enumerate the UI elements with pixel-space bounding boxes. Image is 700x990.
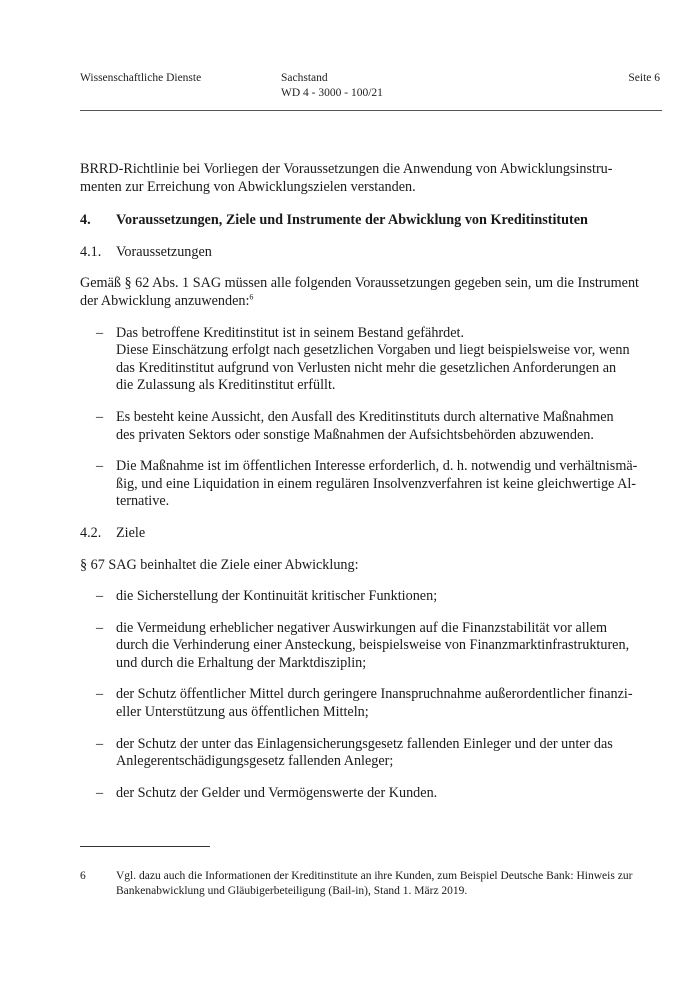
text-line: – der Schutz der Gelder und Vermögenswerte der Kunden. [116,784,438,801]
goals-list [80,588,662,802]
text-line: – die Sicherstellung der Kontinuität kritischer Funktionen; [116,588,438,605]
section-title: Voraussetzungen, Ziele und Instrumente der Abwicklung von Kreditinstituten [116,212,588,229]
section-4-heading [80,212,662,230]
text-line: Vgl. dazu auch die Informationen der Kreditinstitute an ihre Kunden, zum Beispiel Deutsche Bank: Hinweis zur [116,870,633,882]
text-line: durch die Verhinderung einer Ansteckung, beispielsweise von Finanzmarktinfrastrukturen, [116,637,630,654]
header-doc-type: Sachstand [281,72,328,84]
text-line: die Zulassung als Kreditinstitut erfüllt. [116,377,336,394]
subsection-number: 4.1. [80,243,102,260]
footnote-number: 6 [80,870,86,882]
text-line: und durch die Erhaltung der Marktdisziplin; [116,654,367,671]
header-org: Wissenschaftliche Dienste [80,72,202,84]
intro-paragraph [80,161,662,196]
text-line: – der Schutz der unter das Einlagensicherungsgesetz fallenden Einleger und der unter das [116,735,613,752]
requirements-list [80,325,662,511]
list-item [80,686,662,721]
text-line: – der Schutz öffentlicher Mittel durch geringere Inanspruchnahme außerordentlicher finanzi- [116,686,633,703]
text-line: eller Unterstützung aus öffentlichen Mitteln; [116,704,369,721]
text-line: das Kreditinstitut aufgrund von Verlusten nicht mehr die gesetzlichen Anforderungen an [116,359,617,376]
text-line: – Es besteht keine Aussicht, den Ausfall des Kreditinstituts durch alternative Maßnahmen [116,408,614,425]
text-line: Anlegerentschädigungsgesetz fallenden Anleger; [116,753,394,770]
text-line: des privaten Sektors oder sonstige Maßnahmen der Aufsichtsbehörden abzuwenden. [116,426,594,443]
list-item [80,736,662,771]
text-line: – Das betroffene Kreditinstitut ist in seinem Bestand gefährdet. [116,324,465,341]
subsection-title: Ziele [116,524,146,541]
text-line: – Die Maßnahme ist im öffentlichen Interesse erforderlich, d. h. notwendig und verhältnismä- [116,458,638,475]
text-line: Diese Einschätzung erfolgt nach gesetzlichen Vorgaben und liegt beispielsweise vor, wenn [116,342,630,359]
list-item [80,785,662,803]
goals-intro: § 67 SAG beinhaltet die Ziele einer Abwicklung: [80,556,359,573]
footnote-reference[interactable]: 6 [249,292,254,302]
subsection-title: Voraussetzungen [116,243,212,260]
text-line [80,293,662,311]
footnote [80,869,662,899]
text-line: ßig, und eine Liquidation in einem regulären Insolvenzverfahren ist keine gleichwertige Al- [116,475,637,492]
header-doc-info [281,71,383,101]
section-number: 4. [80,212,91,229]
list-item [80,458,662,511]
text-line: Gemäß § 62 Abs. 1 SAG müssen alle folgenden Voraussetzungen gegeben sein, um die Instrument [80,275,639,292]
header-divider [80,110,662,111]
list-item [80,588,662,606]
page-body [80,161,662,816]
text-line: Bankenabwicklung und Gläubigerbeteiligung (Bail-in), Stand 1. März 2019. [116,885,468,897]
header-page-number: Seite 6 [628,72,660,84]
text-line: – die Vermeidung erheblicher negativer Auswirkungen auf die Finanzstabilität vor allem [116,619,608,636]
list-item [80,325,662,395]
text-fragment: der Abwicklung anzuwenden: [80,292,250,309]
text-line: menten zur Erreichung von Abwicklungszielen verstanden. [80,178,416,195]
text-line: BRRD-Richtlinie bei Vorliegen der Voraussetzungen die Anwendung von Abwicklungsinstru- [80,161,613,177]
footnote-text [116,869,632,899]
text-line: ternative. [116,493,170,510]
requirements-intro [80,275,662,310]
header-doc-id: WD 4 - 3000 - 100/21 [281,87,383,99]
list-item [80,620,662,673]
subsection-4-1-heading [80,244,662,262]
subsection-4-2-heading [80,525,662,543]
footnote-divider [80,846,210,847]
list-item [80,409,662,444]
subsection-number: 4.2. [80,524,102,541]
